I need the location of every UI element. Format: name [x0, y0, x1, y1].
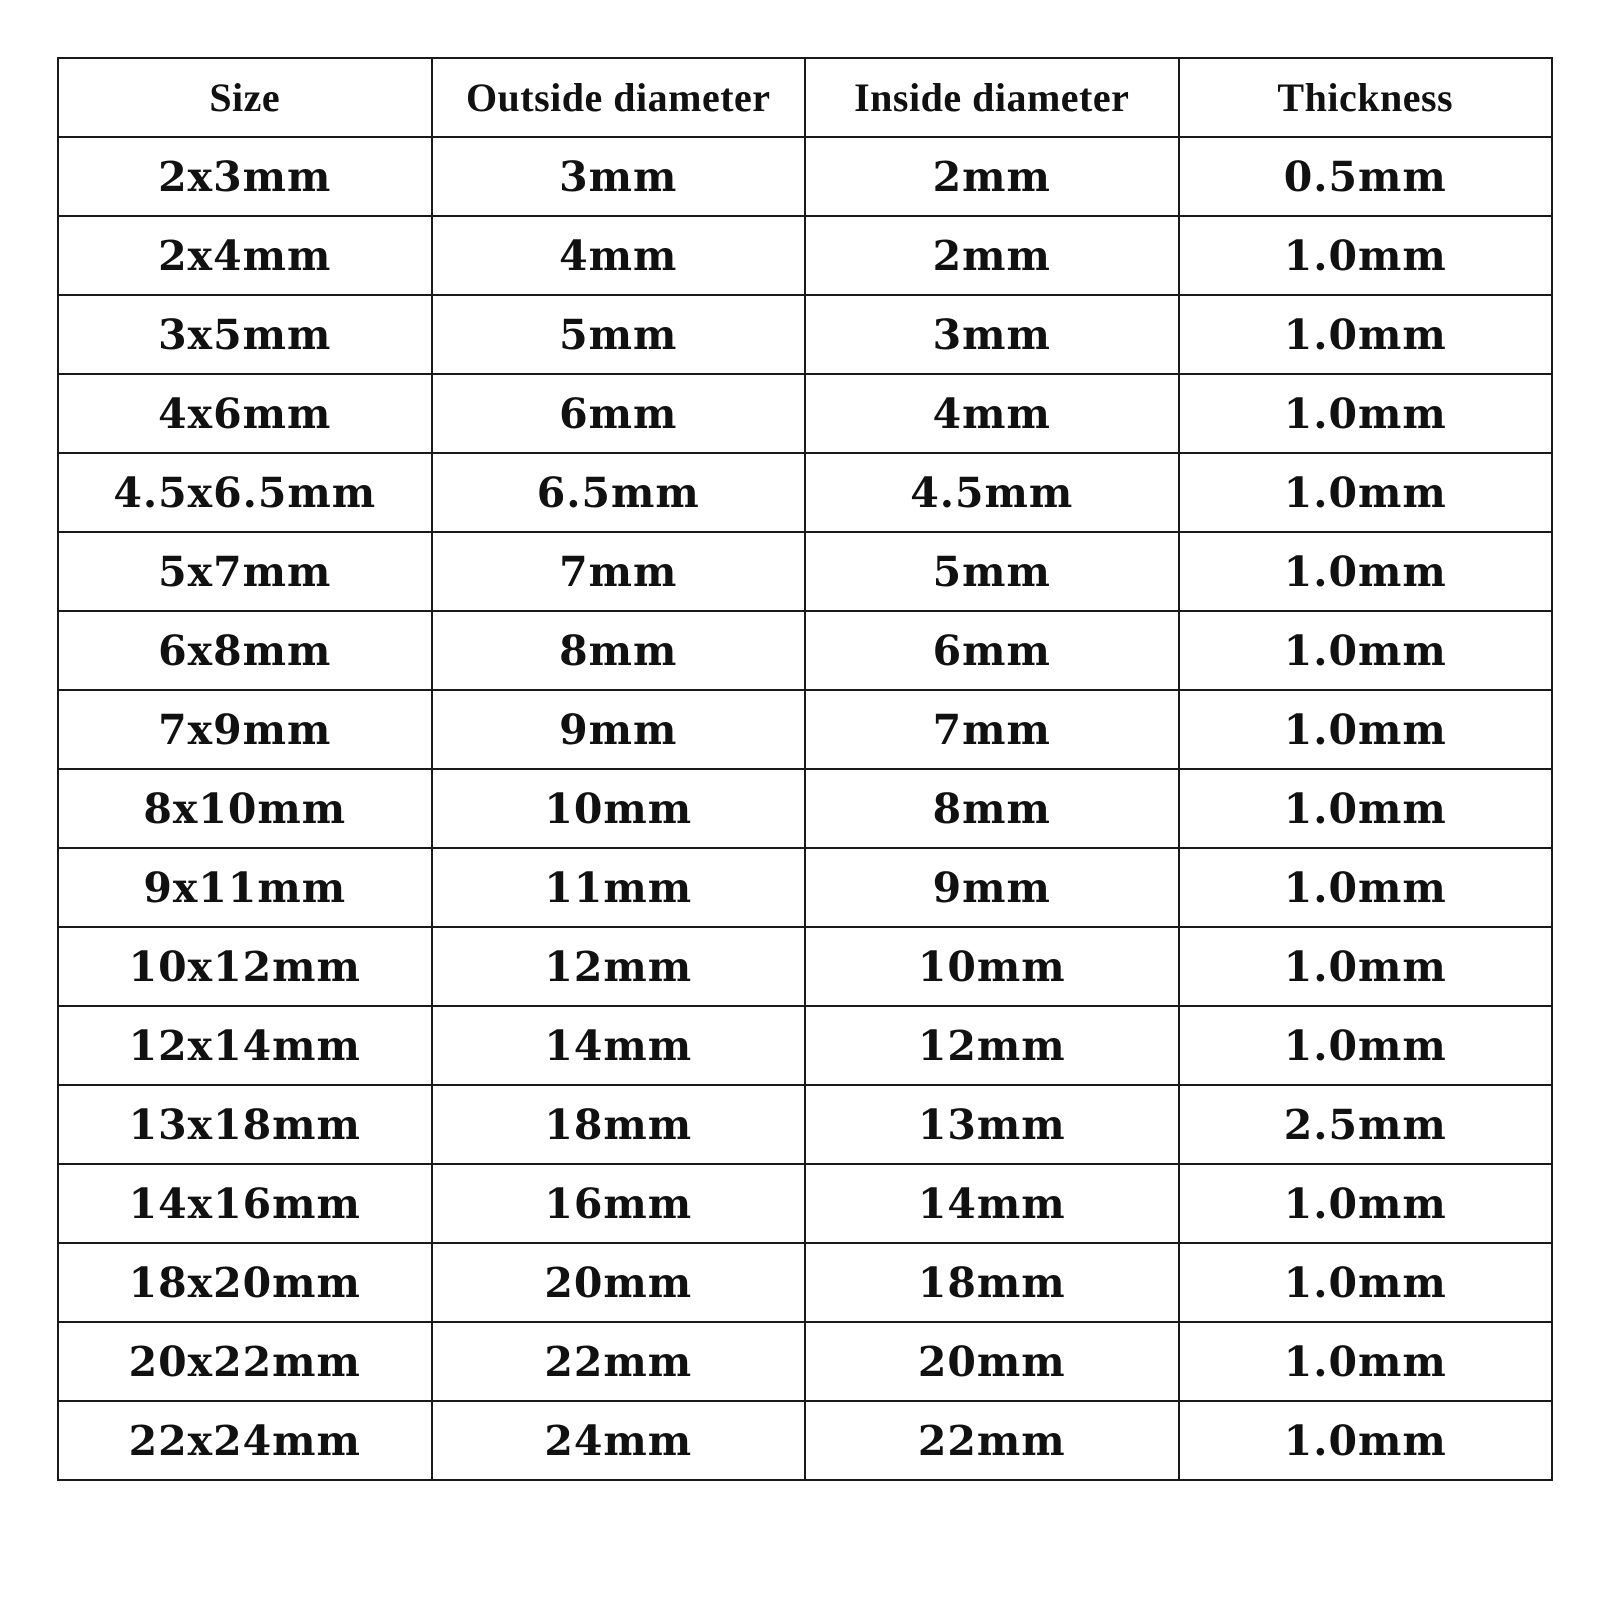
cell-size: 20x22mm [58, 1322, 432, 1401]
cell-thickness: 1.0mm [1179, 374, 1553, 453]
cell-thickness: 1.0mm [1179, 1006, 1553, 1085]
cell-thickness: 0.5mm [1179, 137, 1553, 216]
table-row [58, 690, 1552, 769]
cell-size: 14x16mm [58, 1164, 432, 1243]
cell-thickness: 1.0mm [1179, 1401, 1553, 1480]
cell-outside-diameter: 6mm [432, 374, 806, 453]
cell-size: 5x7mm [58, 532, 432, 611]
cell-inside-diameter: 20mm [805, 1322, 1179, 1401]
header-outside-diameter: Outside diameter [432, 58, 806, 137]
cell-thickness: 1.0mm [1179, 611, 1553, 690]
cell-size: 10x12mm [58, 927, 432, 1006]
table-row [58, 769, 1552, 848]
cell-outside-diameter: 9mm [432, 690, 806, 769]
cell-inside-diameter: 10mm [805, 927, 1179, 1006]
cell-inside-diameter: 13mm [805, 1085, 1179, 1164]
cell-outside-diameter: 18mm [432, 1085, 806, 1164]
cell-size: 8x10mm [58, 769, 432, 848]
cell-outside-diameter: 22mm [432, 1322, 806, 1401]
cell-inside-diameter: 2mm [805, 216, 1179, 295]
cell-outside-diameter: 14mm [432, 1006, 806, 1085]
table-row [58, 1006, 1552, 1085]
table-row [58, 453, 1552, 532]
header-row [58, 58, 1552, 137]
cell-inside-diameter: 4mm [805, 374, 1179, 453]
cell-thickness: 1.0mm [1179, 690, 1553, 769]
cell-thickness: 2.5mm [1179, 1085, 1553, 1164]
cell-size: 22x24mm [58, 1401, 432, 1480]
table-row [58, 1401, 1552, 1480]
cell-thickness: 1.0mm [1179, 532, 1553, 611]
cell-thickness: 1.0mm [1179, 848, 1553, 927]
cell-size: 2x4mm [58, 216, 432, 295]
cell-inside-diameter: 4.5mm [805, 453, 1179, 532]
cell-size: 12x14mm [58, 1006, 432, 1085]
table-row [58, 1243, 1552, 1322]
header-inside-diameter: Inside diameter [805, 58, 1179, 137]
cell-inside-diameter: 8mm [805, 769, 1179, 848]
cell-size: 4.5x6.5mm [58, 453, 432, 532]
cell-thickness: 1.0mm [1179, 927, 1553, 1006]
cell-size: 18x20mm [58, 1243, 432, 1322]
cell-inside-diameter: 3mm [805, 295, 1179, 374]
cell-outside-diameter: 4mm [432, 216, 806, 295]
cell-thickness: 1.0mm [1179, 216, 1553, 295]
cell-size: 7x9mm [58, 690, 432, 769]
table-row [58, 295, 1552, 374]
table-row [58, 532, 1552, 611]
cell-outside-diameter: 12mm [432, 927, 806, 1006]
cell-outside-diameter: 6.5mm [432, 453, 806, 532]
cell-inside-diameter: 9mm [805, 848, 1179, 927]
cell-outside-diameter: 5mm [432, 295, 806, 374]
size-table [57, 57, 1553, 1481]
cell-inside-diameter: 5mm [805, 532, 1179, 611]
cell-inside-diameter: 14mm [805, 1164, 1179, 1243]
cell-size: 9x11mm [58, 848, 432, 927]
cell-size: 4x6mm [58, 374, 432, 453]
cell-outside-diameter: 16mm [432, 1164, 806, 1243]
cell-thickness: 1.0mm [1179, 295, 1553, 374]
cell-inside-diameter: 7mm [805, 690, 1179, 769]
table-row [58, 374, 1552, 453]
cell-thickness: 1.0mm [1179, 453, 1553, 532]
cell-outside-diameter: 3mm [432, 137, 806, 216]
cell-outside-diameter: 8mm [432, 611, 806, 690]
cell-outside-diameter: 11mm [432, 848, 806, 927]
table-row [58, 216, 1552, 295]
cell-inside-diameter: 6mm [805, 611, 1179, 690]
table-row [58, 1085, 1552, 1164]
table-header [58, 58, 1552, 137]
cell-outside-diameter: 24mm [432, 1401, 806, 1480]
header-thickness: Thickness [1179, 58, 1553, 137]
header-size: Size [58, 58, 432, 137]
table-row [58, 137, 1552, 216]
cell-inside-diameter: 2mm [805, 137, 1179, 216]
cell-size: 2x3mm [58, 137, 432, 216]
cell-inside-diameter: 12mm [805, 1006, 1179, 1085]
cell-outside-diameter: 10mm [432, 769, 806, 848]
table-row [58, 611, 1552, 690]
cell-thickness: 1.0mm [1179, 769, 1553, 848]
table-row [58, 927, 1552, 1006]
cell-outside-diameter: 7mm [432, 532, 806, 611]
cell-thickness: 1.0mm [1179, 1243, 1553, 1322]
cell-outside-diameter: 20mm [432, 1243, 806, 1322]
cell-thickness: 1.0mm [1179, 1164, 1553, 1243]
cell-size: 13x18mm [58, 1085, 432, 1164]
table-row [58, 1164, 1552, 1243]
cell-size: 6x8mm [58, 611, 432, 690]
table-row [58, 848, 1552, 927]
cell-inside-diameter: 18mm [805, 1243, 1179, 1322]
cell-inside-diameter: 22mm [805, 1401, 1179, 1480]
cell-size: 3x5mm [58, 295, 432, 374]
cell-thickness: 1.0mm [1179, 1322, 1553, 1401]
table-body [58, 137, 1552, 1480]
table-row [58, 1322, 1552, 1401]
